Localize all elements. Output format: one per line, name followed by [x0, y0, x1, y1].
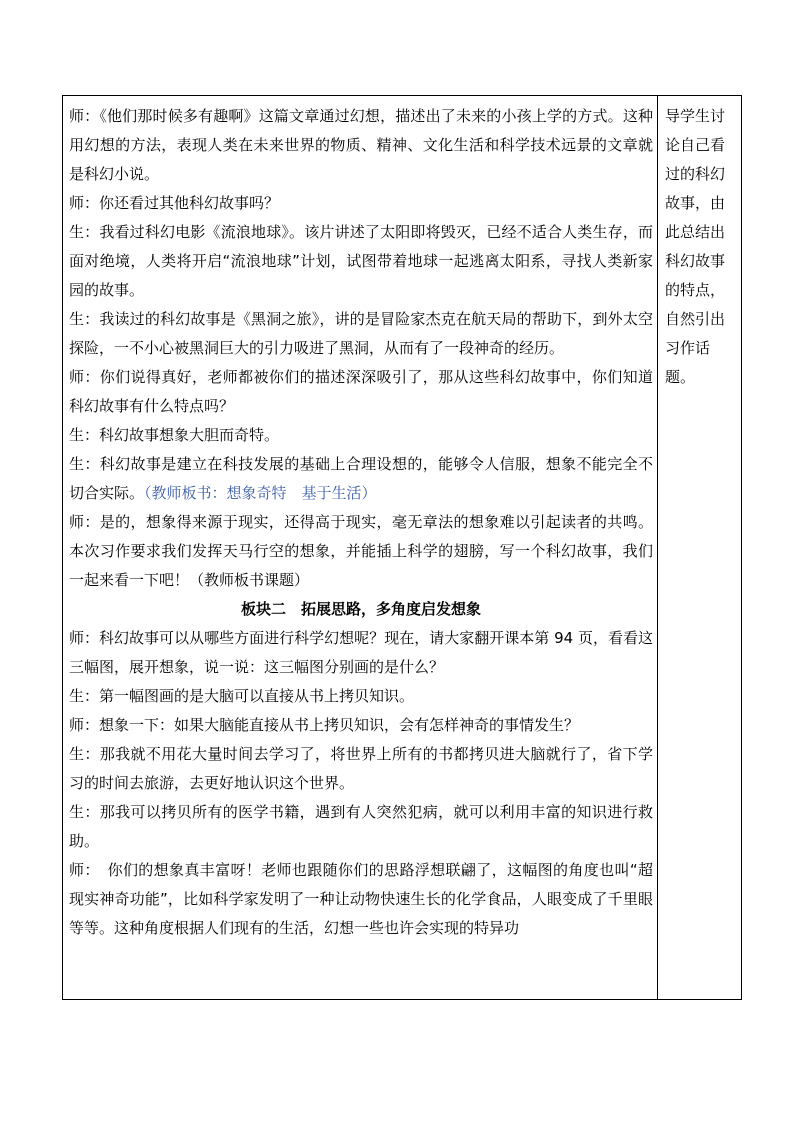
paragraph-4: 生：我读过的科幻故事是《黑洞之旅》，讲的是冒险家杰克在航天局的帮助下，到外太空探险，一不小心被黑洞巨大的引力吸进了黑洞，从而有了一段神奇的经历。 — [69, 310, 653, 357]
board-note: （教师板书：想象奇特 基于生活） — [144, 484, 377, 502]
design-intent-text: 导学生讨论自己看过的科幻故事，由此总结出科幻故事的特点，自然引出习作话题。 — [665, 107, 726, 386]
paragraph-11: 生：第一幅图画的是大脑可以直接从书上拷贝知识。 — [69, 687, 415, 705]
paragraph-14: 生：那我可以拷贝所有的医学书籍，遇到有人突然犯病，就可以利用丰富的知识进行救助。 — [69, 803, 653, 850]
paragraph-12: 师：想象一下：如果大脑能直接从书上拷贝知识，会有怎样神奇的事情发生？ — [69, 716, 580, 734]
paragraph-6: 生：科幻故事想象大胆而奇特。 — [69, 426, 280, 444]
design-intent-column — [665, 102, 737, 392]
column-divider — [657, 96, 658, 999]
paragraph-13: 生：那我就不用花大量时间去学习了，将世界上所有的书都拷贝进大脑就行了，省下学习的时间去旅游，去更好地认识这个世界。 — [69, 745, 653, 792]
paragraph-1: 师：《他们那时候多有趣啊》这篇文章通过幻想，描述出了未来的小孩上学的方式。这种用幻想的方法，表现人类在未来世界的物质、精神、文化生活和科学技术远景的文章就是科幻小说。 — [69, 107, 653, 183]
paragraph-2: 师：你还看过其他科幻故事吗？ — [69, 194, 280, 212]
paragraph-10: 师：科幻故事可以从哪些方面进行科学幻想呢？现在，请大家翻开课本第 94 页，看看这三幅图，展开想象，说一说：这三幅图分别画的是什么？ — [69, 629, 653, 676]
paragraph-7 — [69, 450, 653, 508]
paragraph-8: 师：是的，想象得来源于现实，还得高于现实，毫无章法的想象难以引起读者的共鸣。本次习作要求我们发挥天马行空的想象，并能插上科学的翅膀，写一个科幻故事，我们一起来看一下吧！（教师板书课题） — [69, 513, 653, 589]
paragraph-7-text: 生：科幻故事是建立在科技发展的基础上合理设想的，能够令人信服，想象不能完全不切合实际。 — [69, 455, 653, 502]
paragraph-15: 师： 你们的想象真丰富呀！老师也跟随你们的思路浮想联翩了，这幅图的角度也叫“超现实神奇功能”，比如科学家发明了一种让动物快速生长的化学食品，人眼变成了千里眼等等。这种角度根据人们现有的生活，幻想一些也许会实现的特异功 — [69, 861, 653, 937]
paragraph-3: 生：我看过科幻电影《流浪地球》。该片讲述了太阳即将毁灭，已经不适合人类生存，而面对绝境，人类将开启“流浪地球”计划，试图带着地球一起逃离太阳系，寻找人类新家园的故事。 — [69, 223, 653, 299]
lesson-content-column — [69, 102, 653, 943]
lesson-table — [62, 95, 742, 1000]
paragraph-5: 师：你们说得真好，老师都被你们的描述深深吸引了，那从这些科幻故事中，你们知道科幻故事有什么特点吗？ — [69, 368, 653, 415]
section-heading: 板块二 拓展思路，多角度启发想象 — [240, 600, 481, 618]
